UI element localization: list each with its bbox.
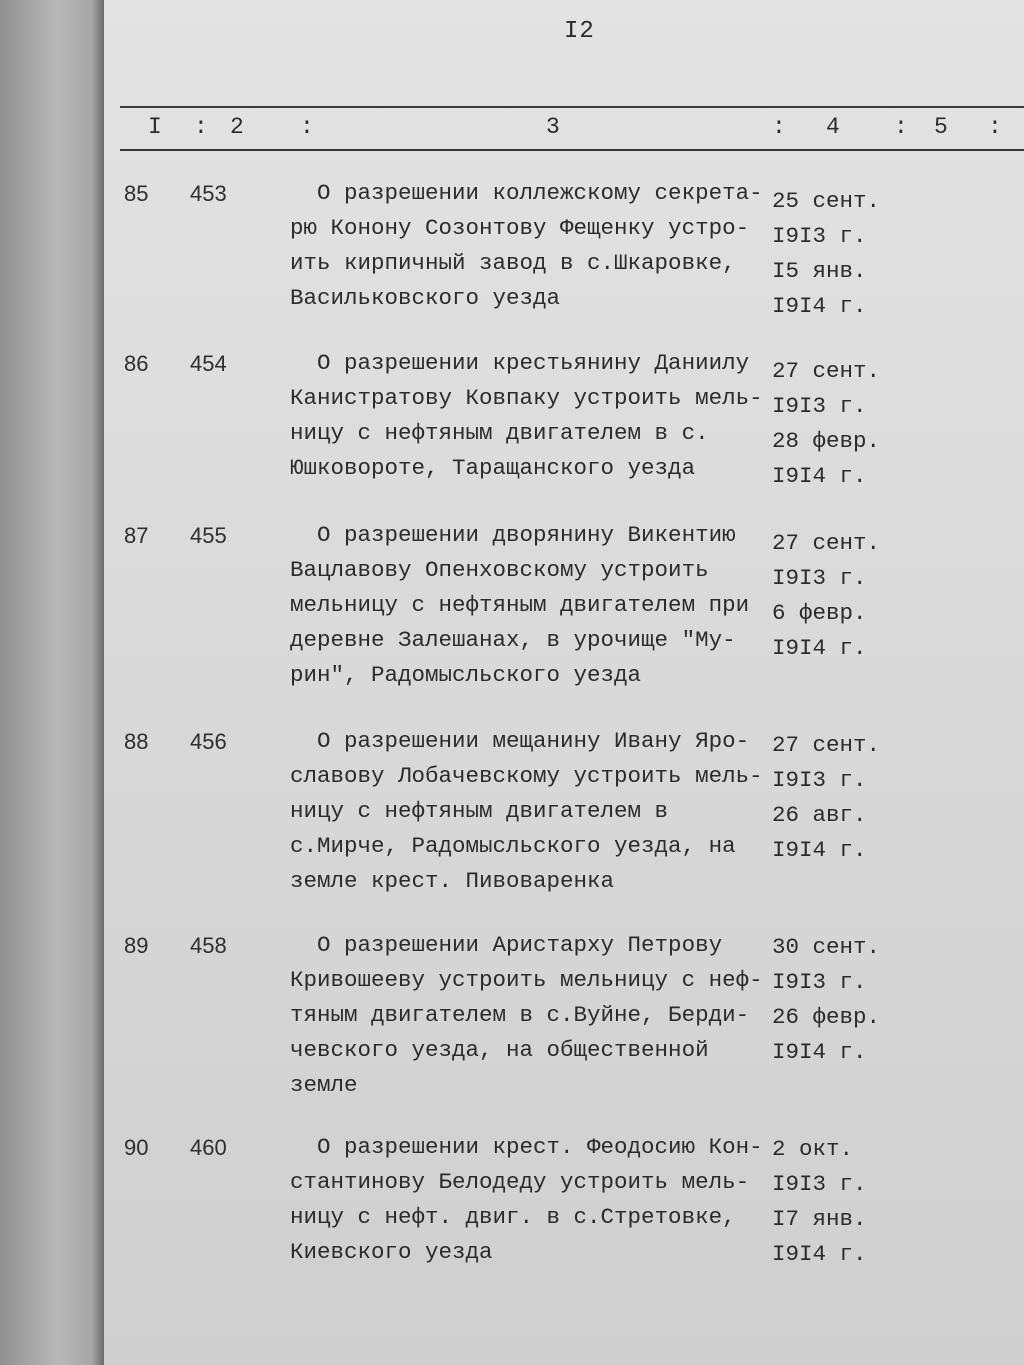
description-line: ницу с нефтяным двигателем в с.	[290, 420, 709, 446]
entry-number: 88	[124, 729, 149, 754]
date-line: I9I4 г.	[772, 463, 867, 489]
document-page	[104, 0, 1024, 1365]
description-line: О разрешении коллежскому секрета-	[290, 180, 763, 206]
date-line: I9I3 г.	[772, 969, 867, 995]
entry-dates	[772, 526, 912, 666]
file-number: 454	[190, 351, 227, 376]
entry-dates	[772, 354, 912, 494]
header-sep-1: :	[194, 114, 208, 140]
description-line: Юшковороте, Таращанского уезда	[290, 455, 696, 481]
description-line: ить кирпичный завод в с.Шкаровке,	[290, 250, 736, 276]
description-line: деревне Залешанах, в урочище "Му-	[290, 627, 736, 653]
description-line: рин", Радомысльского уезда	[290, 662, 642, 688]
file-number: 460	[190, 1135, 227, 1160]
entry-dates	[772, 184, 912, 324]
entry-dates	[772, 1132, 912, 1272]
date-line: I9I4 г.	[772, 635, 867, 661]
description-line: О разрешении Аристарху Петрову	[290, 932, 723, 958]
date-line: I9I4 г.	[772, 837, 867, 863]
entry-description	[290, 928, 770, 1103]
file-number: 458	[190, 933, 227, 958]
description-line: тяным двигателем в с.Вуйне, Берди-	[290, 1002, 750, 1028]
description-line: чевского уезда, на общественной	[290, 1037, 709, 1063]
header-sep-4: :	[894, 114, 908, 140]
date-line: 26 февр.	[772, 1004, 881, 1030]
entry-description	[290, 1130, 770, 1270]
entry-number: 86	[124, 351, 149, 376]
description-line: Вацлавову Опенховскому устроить	[290, 557, 709, 583]
description-line: ницу с нефт. двиг. в с.Стретовке,	[290, 1204, 736, 1230]
header-col-2: 2	[230, 114, 244, 140]
date-line: I9I3 г.	[772, 1171, 867, 1197]
description-line: О разрешении крестьянину Даниилу	[290, 350, 750, 376]
file-number: 453	[190, 181, 227, 206]
date-line: I9I3 г.	[772, 565, 867, 591]
date-line: 2 окт.	[772, 1136, 854, 1162]
entry-description	[290, 346, 770, 486]
header-top-rule	[120, 106, 1024, 108]
description-line: О разрешении дворянину Викентию	[290, 522, 736, 548]
description-line: Канистратову Ковпаку устроить мель-	[290, 385, 763, 411]
entry-number: 89	[124, 933, 149, 958]
entry-dates	[772, 930, 912, 1070]
header-col-5: 5	[934, 114, 948, 140]
date-line: I9I3 г.	[772, 767, 867, 793]
date-line: I9I4 г.	[772, 1039, 867, 1065]
date-line: 25 сент.	[772, 188, 881, 214]
description-line: с.Мирче, Радомысльского уезда, на	[290, 833, 736, 859]
header-sep-2: :	[300, 114, 314, 140]
date-line: I5 янв.	[772, 258, 867, 284]
date-line: I7 янв.	[772, 1206, 867, 1232]
description-line: земле крест. Пивоваренка	[290, 868, 615, 894]
file-number: 456	[190, 729, 227, 754]
header-bottom-rule	[120, 149, 1024, 151]
description-line: славову Лобачевскому устроить мель-	[290, 763, 763, 789]
date-line: 27 сент.	[772, 530, 881, 556]
entry-description	[290, 176, 770, 316]
entry-number: 87	[124, 523, 149, 548]
date-line: 27 сент.	[772, 358, 881, 384]
date-line: 6 февр.	[772, 600, 867, 626]
description-line: О разрешении крест. Феодосию Кон-	[290, 1134, 763, 1160]
header-col-1: I	[148, 114, 162, 140]
entry-number: 90	[124, 1135, 149, 1160]
date-line: 27 сент.	[772, 732, 881, 758]
header-sep-3: :	[772, 114, 786, 140]
entry-dates	[772, 728, 912, 868]
date-line: I9I3 г.	[772, 223, 867, 249]
description-line: стантинову Белодеду устроить мель-	[290, 1169, 750, 1195]
date-line: I9I3 г.	[772, 393, 867, 419]
description-line: О разрешении мещанину Ивану Яро-	[290, 728, 750, 754]
adjacent-page-edge	[0, 0, 104, 1365]
date-line: 28 февр.	[772, 428, 881, 454]
page-number: I2	[564, 18, 595, 45]
entry-number: 85	[124, 181, 149, 206]
entry-description	[290, 518, 770, 693]
file-number: 455	[190, 523, 227, 548]
header-sep-5: :	[988, 114, 1002, 140]
description-line: Кривошееву устроить мельницу с неф-	[290, 967, 763, 993]
header-col-4: 4	[826, 114, 840, 140]
date-line: 26 авг.	[772, 802, 867, 828]
header-col-3: 3	[546, 114, 560, 140]
description-line: Киевского уезда	[290, 1239, 493, 1265]
description-line: ницу с нефтяным двигателем в	[290, 798, 669, 824]
date-line: I9I4 г.	[772, 293, 867, 319]
entry-description	[290, 724, 770, 899]
description-line: Васильковского уезда	[290, 285, 561, 311]
description-line: мельницу с нефтяным двигателем при	[290, 592, 750, 618]
description-line: рю Конону Созонтову Фещенку устро-	[290, 215, 750, 241]
date-line: I9I4 г.	[772, 1241, 867, 1267]
date-line: 30 сент.	[772, 934, 881, 960]
description-line: земле	[290, 1072, 358, 1098]
